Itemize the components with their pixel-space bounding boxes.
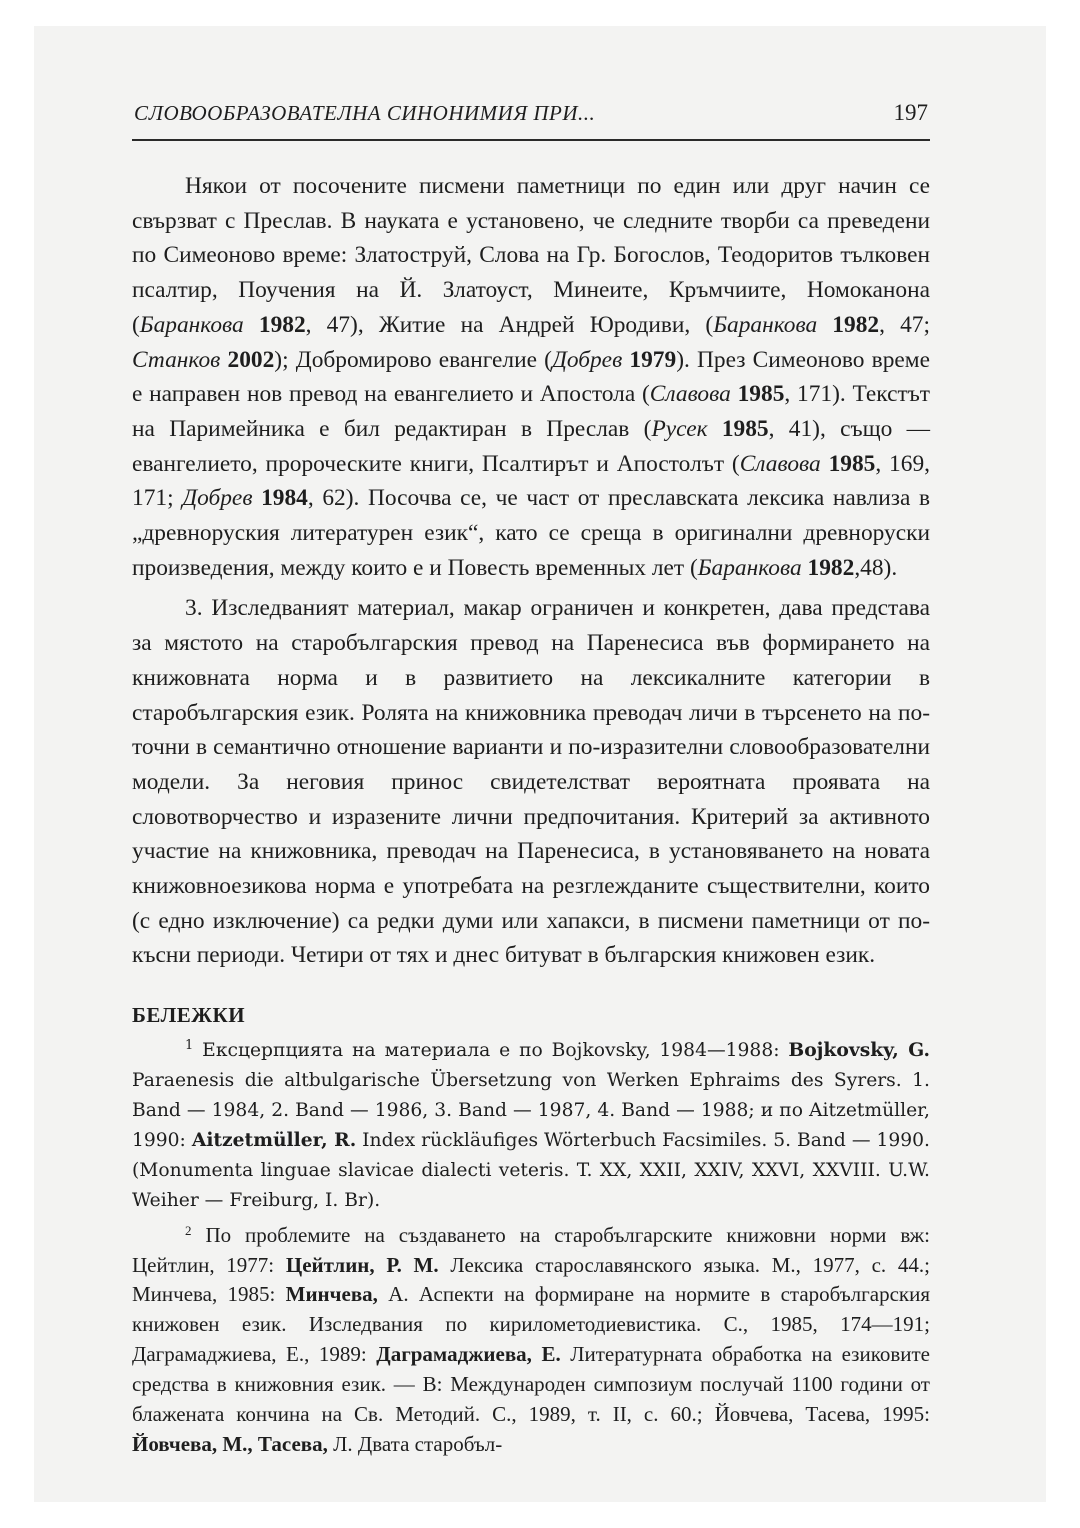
footnote-1: $^1$ Ексцерпцията на материала е по Bojkovsky, 1984—1988: Bojkovsky, G. Paraenesis die altbulgarische Übersetzung von Werken Ephraims des Syrers. 1. Band — 1984, 2. Band — 1986, 3. Band — 1987, 4. Band — 1988; и по Aitzetmüller, 1990: Aitzetmüller, R. Index rückläufiges Wörterbuch Facsimiles. 5. Band — 1990. (Monumenta linguae slavicae dialecti veteris. T. XX, XXII, XXIV, XXVI, XXVIII. U.W. Weiher — Freiburg, I. Br).: [132, 1038, 931, 1211]
book-page: [132, 100, 930, 1460]
citation-year: 1982: [832, 311, 880, 338]
citation-author: Славова: [649, 381, 731, 408]
page-number: 197: [893, 100, 928, 125]
citation-author: Русек: [651, 415, 708, 442]
main-text: [132, 169, 930, 973]
reference-author: Минчева,: [285, 1282, 378, 1307]
citation-year: 2002: [227, 346, 275, 373]
footnote-marker: 2: [185, 1222, 192, 1238]
citation-author: Станков: [132, 346, 221, 373]
paragraph-conclusion: 3. Изследваният материал, макар ограничен и конкретен, дава представа за мястото на старобългарския превод на Паренесиса във формирането на книжовната норма и в развитието на лексикалните категории в старобългарския език. Ролята на книжовника преводач личи в търсенето на по-точни в семантично отношение варианти и по-изразителни словообразователни модели. За неговия принос свидетелстват вероятната проявата на словотворчество и изразените лични предпочитания. Критерий за активното участие на книжовника, преводач на Паренесиса, в установяването на новата книжовноезикова норма е употребата на резглежданите съществителни, които (с едно изключение) са редки думи или хапакси, в писмени паметници от по-късни периоди. Четири от тях и днес битуват в българския книжовен език.: [132, 595, 930, 969]
paragraph-preslav: Някои от посочените писмени паметници по един или друг начин се свързват с Преслав. В науката е установено, че следните творби са преведени по Симеоново време: Златоструй, Слова на Гр. Богослов, Теодоритов тълковен псалтир, Поучения на Й. Златоуст, Минеите, Кръмчиите, Номоканона (Баранкова 1982, 47), Житие на Андрей Юродиви, (Баранкова 1982, 47; Станков 2002); Добромирово евангелие (Добрев 1979). През Симеоново време е направен нов превод на евангелието и Апостола (Славова 1985, 171). Текстът на Паримейника е бил редактиран в Преслав (Русек 1985, 41), също — евангелието, пророческите книги, Псалтирът и Апостолът (Славова 1985, 169, 171; Добрев 1984, 62). Посочва се, че част от преславската лексика навлиза в „древноруския литературен език“, като се среща в оригинални древноруски произведения, между които е и Повесть временных лет (Баранкова 1982,48).: [132, 173, 931, 581]
citation-year: 1982: [258, 311, 306, 338]
running-header: [132, 100, 930, 141]
citation-author: Славова: [739, 450, 821, 477]
footnote-marker: 1: [185, 1038, 194, 1054]
citation-author: Баранкова: [713, 311, 818, 338]
citation-year: 1979: [629, 346, 677, 373]
running-title: СЛОВООБРАЗОВАТЕЛНА СИНОНИМИЯ ПРИ...: [134, 101, 596, 125]
reference-author: Bojkovsky, G.: [788, 1039, 930, 1062]
citation-author: Баранкова: [139, 311, 244, 338]
notes-heading: БЕЛЕЖКИ: [132, 1003, 246, 1028]
citation-author: Добрев: [551, 346, 623, 373]
reference-author: Даграмаджиева, Е.: [376, 1342, 561, 1367]
citation-year: 1984: [261, 485, 308, 512]
citation-year: 1985: [828, 450, 876, 477]
citation-year: 1985: [721, 415, 769, 442]
citation-author: Добрев: [182, 485, 253, 512]
footnote-2: $^2$ По проблемите на създаването на старобългарските книжовни норми вж: Цейтлин, 1977: Цейтлин, Р. М. Лексика старославянского языка. М., 1977, с. 44.; Минчева, 1985: Минчева, А. Аспекти на формиране на нормите в старобългарския книжовен език. Изследвания по кирилометодиевистика. С., 1985, 174—191; Даграмаджиева, Е., 1989: Даграмаджиева, Е. Литературната обработка на езиковите средства в книжовния език. — В: Международен симпозиум послучай 1100 години от блажената кончина на Св. Методий. С., 1989, т. II, с. 60.; Йовчева, Тасева, 1995: Йовчева, М., Тасева, Л. Двата старобъл-: [132, 1222, 931, 1456]
reference-author: Йовчева, М., Тасева,: [132, 1431, 328, 1456]
citation-year: 1985: [737, 381, 785, 408]
reference-author: Цейтлин, Р. М.: [285, 1252, 439, 1277]
citation-year: 1982: [807, 554, 855, 581]
reference-author: Aitzetmüller, R.: [191, 1128, 357, 1151]
citation-author: Баранкова: [697, 554, 802, 581]
